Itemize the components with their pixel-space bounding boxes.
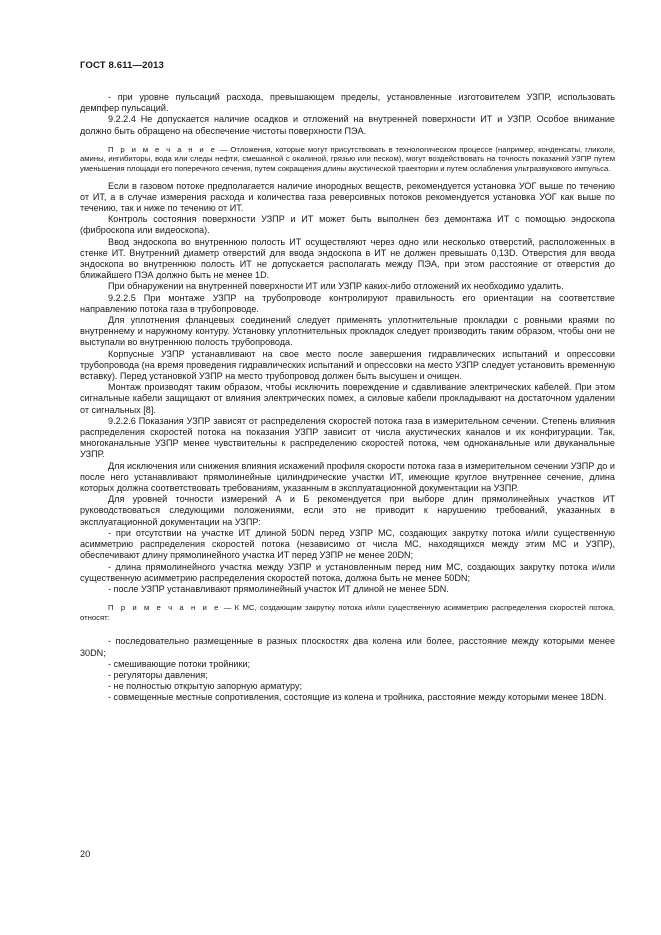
list-item: - совмещенные местные сопротивления, состоящие из колена и тройника, расстояние между которыми менее 18DN.	[108, 692, 607, 703]
paragraph: 9.2.2.5 При монтаже УЗПР на трубопроводе контролируют правильность его ориентации на соответствие направлению потока газа в трубопроводе.	[80, 292, 615, 314]
page-number: 20	[80, 849, 91, 859]
note	[80, 145, 615, 174]
note-label: П р и м е ч а н и е	[108, 603, 221, 613]
paragraph: Для уровней точности измерений А и Б рекомендуется при выборе длин прямолинейных участков ИТ руководствоваться следующими положениями, если это не приводит к нарушению требований, указанных в эксплуатационной документации на УЗПР:	[80, 494, 615, 527]
paragraph: Корпусные УЗПР устанавливают на свое место после завершения гидравлических испытаний и опрессовки трубопровода (на время проведения гидравлических испытаний и опрессовки на место УЗПР следует установить временную вставку). Перед установкой УЗПР на место трубопровод должен быть высушен и очищен.	[80, 348, 615, 382]
paragraph: - при уровне пульсаций расхода, превышающем пределы, установленные изготовителем УЗПР, использовать демпфер пульсаций.	[80, 92, 615, 114]
list-item: - длина прямолинейного участка между УЗПР и установленным перед ним МС, создающих закрутку потока и/или существенную асимметрию распределения скоростей потока, должна быть не менее 50DN;	[80, 561, 615, 583]
page-body	[80, 92, 615, 704]
paragraph: 9.2.2.4 Не допускается наличие осадков и отложений на внутренней поверхности ИТ и УЗПР. Особое внимание должно быть обращено на обеспечение чистоты поверхности ПЭА.	[80, 114, 615, 136]
list-item: - не полностью открытую запорную арматуру;	[108, 681, 303, 692]
paragraph: Для исключения или снижения влияния искажений профиля скорости потока газа в измерительном сечении УЗПР до и после него устанавливают прямолинейные цилиндрические участки ИТ, имеющие круглое внутреннее сечение, длина которых должна соответствовать требованиям, указанным в эксплуатационной документации на УЗПР.	[80, 460, 615, 494]
note-label: П р и м е ч а н и е	[108, 144, 217, 154]
list-item: - при отсутствии на участке ИТ длиной 50DN перед УЗПР МС, создающих закрутку потока и/или существенную асимметрию распределения скоростей потока (независимо от числа МС, находящихся между этим МС и УЗПР), обеспечивают длину прямолинейного участка ИТ перед УЗПР не менее 20DN;	[80, 527, 615, 561]
list-item: - смешивающие потоки тройники;	[108, 658, 251, 669]
paragraph: При обнаружении на внутренней поверхности ИТ или УЗПР каких-либо отложений их необходимо удалить.	[108, 281, 564, 292]
list-item: - последовательно размещенные в разных плоскостях два колена или более, расстояние между которыми менее 30DN;	[80, 636, 615, 658]
note-text: — К МС, создающим закрутку потока и/или существенную асимметрию распределения скоростей потока, относят:	[80, 603, 615, 622]
paragraph: Контроль состояния поверхности УЗПР и ИТ может быть выполнен без демонтажа ИТ с помощью эндоскопа (фиброскопа или видеоскопа).	[80, 214, 615, 236]
paragraph: Монтаж производят таким образом, чтобы исключить повреждение и сдавливание электрических кабелей. При этом сигнальные кабели защищают от влияния электрических помех, а силовые кабели прокладывают на достаточном удалении от сигнальных [8].	[80, 382, 615, 415]
note-text: — Отложения, которые могут присутствовать в технологическом процессе (например, конденсаты, гликоли, амины, ингибиторы, вода или следы нефти, смешанной с окалиной, грязью или песком), могут воздействовать на точность показаний УЗПР путем уменьшения площади его поперечного сечения, путем сокращения длины акустической траектории и путем ослабления ультразвукового импульса.	[80, 144, 615, 173]
note	[80, 603, 615, 622]
paragraph: 9.2.2.6 Показания УЗПР зависят от распределения скоростей потока газа в измерительном сечении. Степень влияния распределения скоростей потока на показания УЗПР зависит от числа акустических каналов и их конфигурации. Так, многоканальные УЗПР менее чувствительны к распределению скоростей потока, чем одноканальные или двуканальные УЗПР.	[80, 415, 615, 460]
list-item: - после УЗПР устанавливают прямолинейный участок ИТ длиной не менее 5DN.	[108, 583, 449, 594]
paragraph: Если в газовом потоке предполагается наличие инородных веществ, рекомендуется установка УОГ выше по течению от ИТ, а в случае измерения расхода и количества газа реверсивных потоков рекомендуется установка УОГ как выше по течению, так и ниже по течению от ИТ.	[80, 180, 615, 213]
paragraph: Для уплотнения фланцевых соединений следует применять уплотнительные прокладки с ровными краями по внутреннему и наружному контуру. Установку уплотнительных прокладок следует производить таким образом, чтобы они не выступали во внутреннюю полость трубопровода.	[80, 315, 615, 348]
paragraph: Ввод эндоскопа во внутреннюю полость ИТ осуществляют через одно или несколько отверстий, расположенных в стенке ИТ. Внутренний диаметр отверстий для ввода эндоскопа в ИТ не должен превышать 0,13D. Отверстия для ввода эндоскопа во внутреннюю полость ИТ не допускается располагать между ПЭА, при этом расстояние от отверстия до ближайшего ПЭА должно быть не менее 1D.	[80, 236, 615, 281]
document-header: ГОСТ 8.611—2013	[80, 60, 164, 71]
list-item: - регуляторы давления;	[108, 669, 208, 680]
